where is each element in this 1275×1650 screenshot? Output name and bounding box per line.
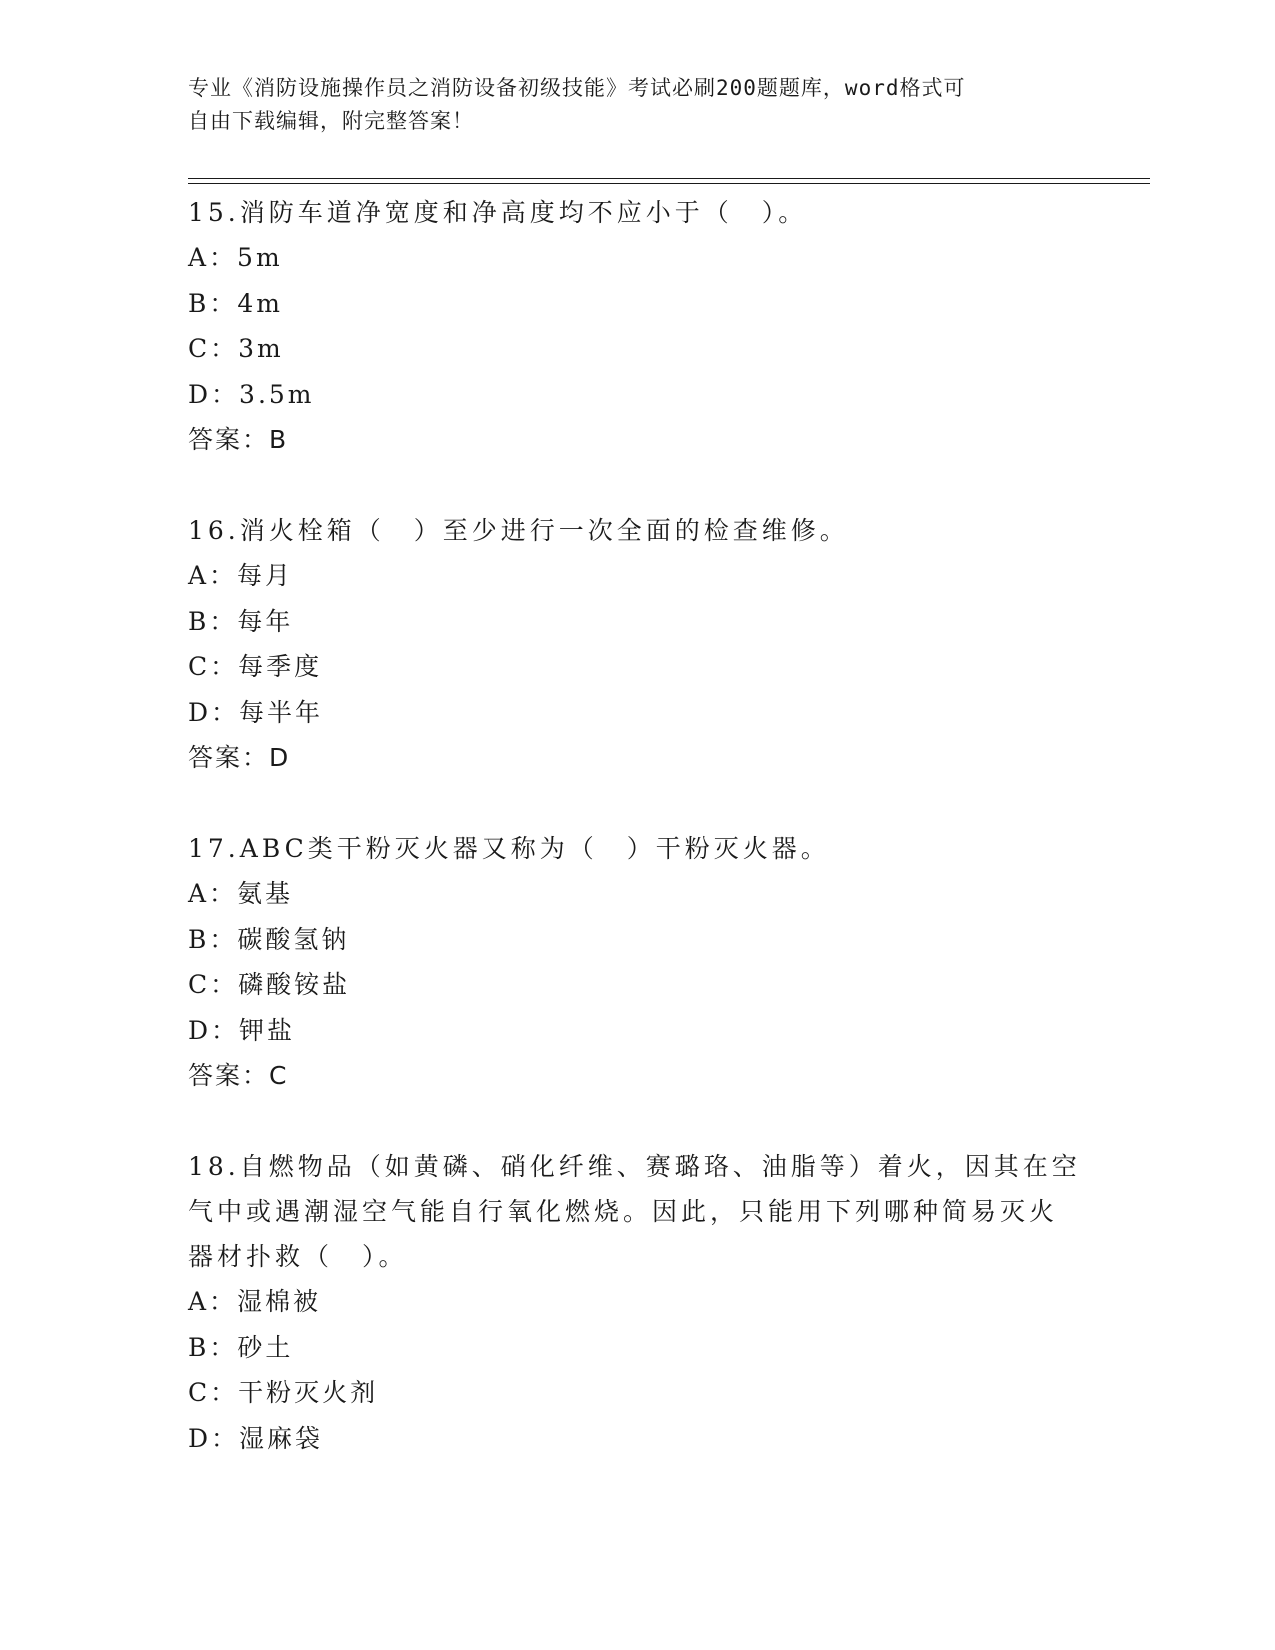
question-16 (188, 508, 1088, 780)
question-stem-line-2: 气中或遇潮湿空气能自行氧化燃烧。因此，只能用下列哪种简易灭火 (188, 1197, 1059, 1226)
question-stem-line-3: 器材扑救（ ）。 (188, 1242, 408, 1271)
header-line-2: 自由下载编辑，附完整答案！ (188, 109, 474, 133)
option-c: C：磷酸铵盐 (188, 970, 351, 999)
answer: 答案：C (188, 1061, 289, 1090)
option-d: D：每半年 (188, 697, 324, 727)
option-d: D：钾盐 (188, 1015, 296, 1045)
option-c: C：3m (188, 334, 284, 363)
option-b: B：碳酸氢钠 (188, 924, 350, 954)
question-18 (188, 1144, 1088, 1461)
option-a: A：每月 (188, 561, 294, 590)
header-divider-bottom (188, 183, 1150, 184)
option-a: A：5m (188, 243, 283, 272)
question-stem: 15.消防车道净宽度和净高度均不应小于（ ）。 (188, 198, 808, 227)
answer: 答案：B (188, 425, 289, 454)
option-c: C：干粉灭火剂 (188, 1378, 379, 1407)
question-stem: 17.ABC类干粉灭火器又称为（ ）干粉灭火器。 (188, 834, 830, 863)
question-stem: 16.消火栓箱（ ）至少进行一次全面的检查维修。 (188, 516, 849, 545)
question-15 (188, 190, 1088, 462)
option-a: A：湿棉被 (188, 1287, 322, 1316)
question-list (188, 190, 1088, 1507)
document-header (188, 72, 1088, 138)
option-b: B：砂土 (188, 1332, 294, 1362)
answer: 答案：D (188, 743, 291, 772)
header-line-1: 专业《消防设施操作员之消防设备初级技能》考试必刷200题题库，word格式可 (188, 76, 966, 100)
question-stem-line-1: 18.自燃物品（如黄磷、硝化纤维、赛璐珞、油脂等）着火，因其在空 (188, 1152, 1081, 1181)
option-d: D：3.5m (188, 379, 315, 409)
option-b: B：每年 (188, 606, 294, 636)
option-a: A：氨基 (188, 879, 294, 908)
option-c: C：每季度 (188, 652, 323, 681)
option-b: B：4m (188, 288, 283, 318)
question-17 (188, 826, 1088, 1098)
header-divider-top (188, 178, 1150, 179)
option-d: D：湿麻袋 (188, 1423, 324, 1453)
